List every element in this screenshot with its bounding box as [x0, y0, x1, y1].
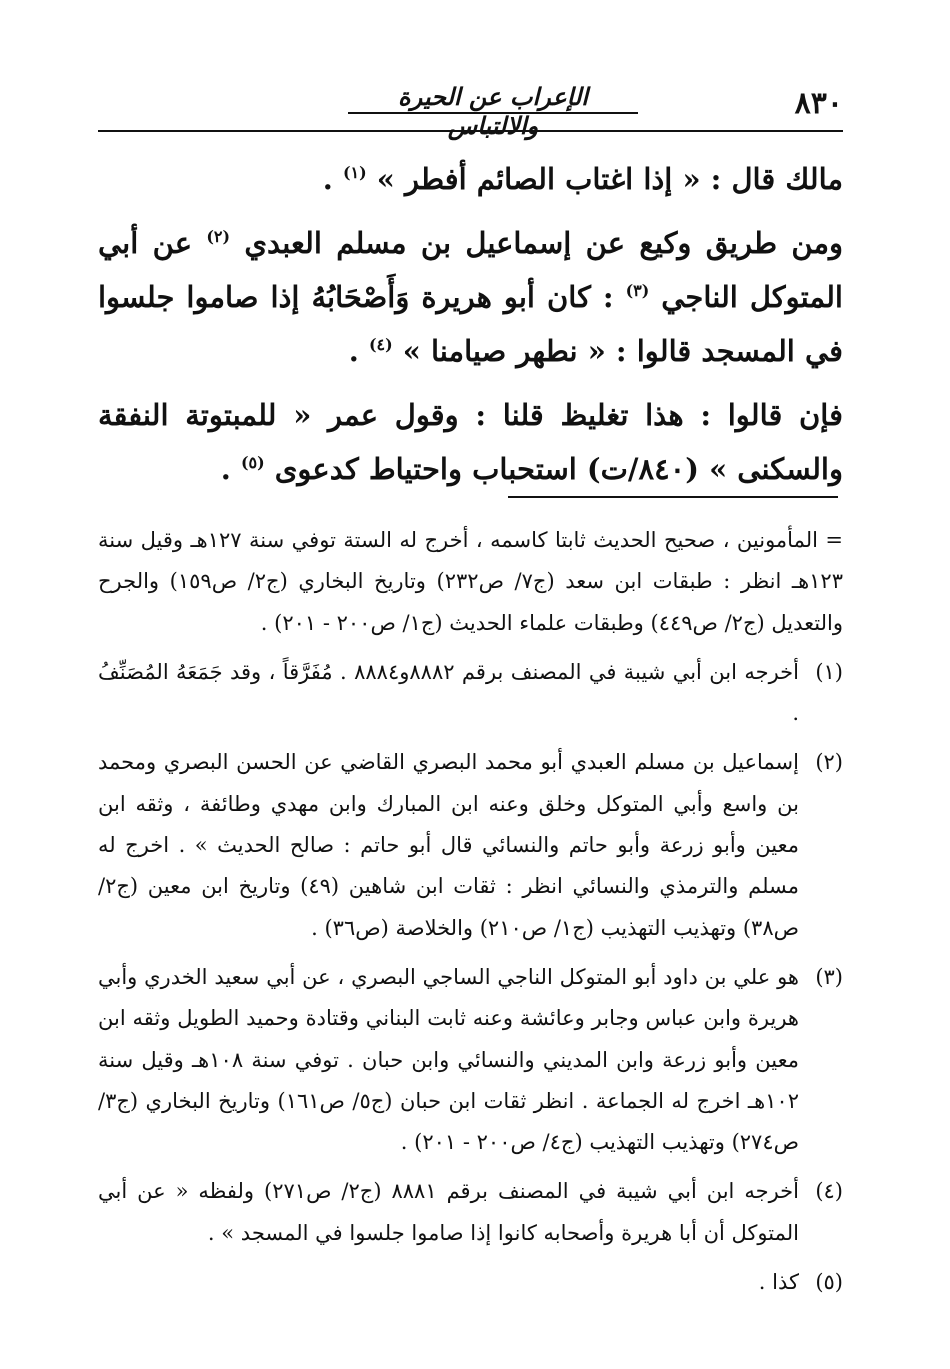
footnote-2 — [98, 742, 843, 948]
footnote-1 — [98, 652, 843, 735]
footnote-3 — [98, 957, 843, 1163]
footnote-text: كذا . — [758, 1270, 799, 1295]
paragraph-3: فإن قالوا : هذا تغليظ قلنا : وقول عمر « للمبتوتة النفقة والسكنى » (٨٤٠/ت) استحباب واحتياط كدعوى $^{(٥)}$ . — [98, 398, 843, 486]
footnote-number: (١) — [815, 659, 843, 684]
footnote-4 — [98, 1171, 843, 1254]
page-number: ٨٣٠ — [794, 86, 843, 121]
footnote-ref: (٤) — [368, 334, 393, 354]
footnote-number: (٤) — [815, 1179, 843, 1204]
footnote-separator — [508, 496, 838, 498]
footnote-text: إسماعيل بن مسلم العبدي أبو محمد البصري القاضي عن الحسن البصري ومحمد بن واسع وأبي المتوكل وخلق وعنه ابن المبارك وابن مهدي وطائفة ، وثقه ابن معين وأبو زرعة وأبو حاتم والنسائي قال أبو حاتم : صالح الحديث » . اخرج له مسلم والترمذي والنسائي انظر : ثقات ابن شاهين (٤٩) وتاريخ ابن معين (ج٢/ ص٣٨) وتهذيب التهذيب (ج١/ ص٢١٠) والخلاصة (ص٣٦) . — [98, 750, 799, 940]
paragraph-2: ومن طريق وكيع عن إسماعيل بن مسلم العبدي $^{(٢)}$ عن أبي المتوكل الناجي $^{(٣)}$ : كان أبو هريرة وَأَصْحَابُهُ إذا صاموا جلسوا في المسجد قالوا : « نطهر صيامنا » $^{(٤)}$ . — [98, 226, 843, 368]
title-ornament — [348, 112, 638, 120]
footnotes — [98, 520, 843, 1311]
footnote-text: هو علي بن داود أبو المتوكل الناجي الساجي البصري ، عن أبي سعيد الخدري وأبي هريرة وابن عباس وجابر وعائشة وعنه ثابت البناني وقتادة وحميد الطويل وثقه ابن معين وأبو زرعة وابن المديني والنسائي وابن حبان . توفي سنة ١٠٨هـ وقيل سنة ١٠٢هـ اخرج له الجماعة . انظر ثقات ابن حبان (ج٥/ ص١٦١) وتاريخ البخاري (ج٣/ ص٢٧٤) وتهذيب التهذيب (ج٤/ ص٢٠٠ - ٢٠١) . — [98, 964, 799, 1155]
header-rule — [98, 130, 843, 132]
footnote-text: أخرجه ابن أبي شيبة في المصنف برقم ٨٨٨١ (ج٢/ ص٢٧١) ولفظه « عن أبي المتوكل أن أبا هريرة وأصحابه كانوا إذا صاموا جلسوا في المسجد » . — [98, 1179, 799, 1245]
footnote-continuation: = المأمونين ، صحيح الحديث ثابتا كاسمه ، أخرج له الستة توفي سنة ١٢٧هـ وقيل سنة ١٢٣هـ انظر : طبقات ابن سعد (ج٧/ ص٢٣٢) وتاريخ البخاري (ج٢/ ص١٥٩) والجرح والتعديل (ج٢/ ص٤٤٩) وطبقات علماء الحديث (ج١/ ص٢٠٠ - ٢٠١) . — [98, 528, 843, 635]
footnote-5 — [98, 1262, 843, 1303]
footnote-text: أخرجه ابن أبي شيبة في المصنف برقم ٨٨٨٢و٨٨٨٤ . مُفَرَّقاً ، وقد جَمَعَهُ المُصَنِّفُ . — [98, 659, 799, 726]
footnote-number: (٢) — [815, 750, 843, 775]
paragraph-1: مالك قال : « إذا اغتاب الصائم أفطر » $^{(١)}$ . — [322, 162, 843, 196]
footnote-number: (٥) — [815, 1270, 843, 1295]
main-text — [98, 152, 843, 506]
footnote-ref: (٣) — [625, 280, 650, 300]
footnote-number: (٣) — [815, 964, 843, 989]
footnote-ref: (٥) — [240, 452, 265, 472]
footnote-ref: (١) — [343, 162, 367, 182]
running-title: الإعراب عن الحيرة والالتباس — [398, 82, 588, 140]
footnote-ref: (٢) — [206, 226, 231, 246]
page-header — [98, 78, 843, 140]
